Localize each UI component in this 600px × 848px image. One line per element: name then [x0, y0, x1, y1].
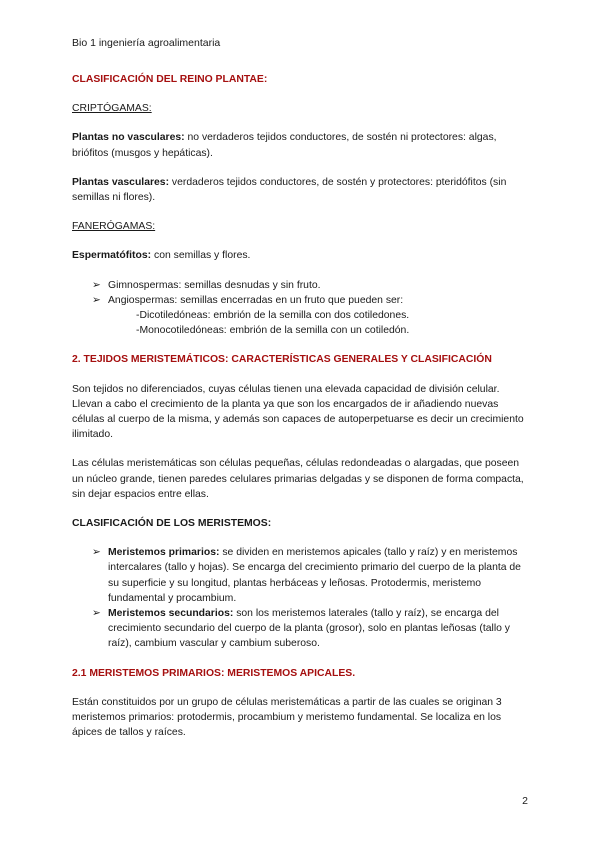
arrowhead-bullet-icon: ➢ [92, 279, 101, 291]
secundarios-term: Meristemos secundarios: [108, 608, 234, 620]
section21-paragraph: Están constituidos por un grupo de células meristemáticas a partir de las cuales se originan 3 meristemos primarios: protodermis, procambium y meristemo fundamental. Se localiza en los ápices de tallos y raíces. [72, 696, 502, 739]
primarios-text: se dividen en meristemos apicales (tallo y raíz) y en meristemos intercalares (tallo y hojas). Se encarga del crecimiento primario del cuerpo de la planta de su superficie y su longitud, plantas herbáceas y leñosas. Protodermis, meristemo fundamental y procambium. [108, 547, 521, 604]
no-vasculares-term: Plantas no vasculares: [72, 132, 185, 144]
list-item-text: Angiospermas: semillas encerradas en un fruto que pueden ser: [108, 294, 404, 306]
list-item [92, 606, 532, 652]
arrowhead-bullet-icon: ➢ [92, 547, 101, 559]
list-item [92, 278, 532, 293]
secundarios-text: son los meristemos laterales (tallo y raíz), se encarga del crecimiento secundario del cuerpo de la planta (grosor), solo en plantas leñosas (tallo y raíz), cambium vascular y cambium suberoso. [108, 608, 510, 650]
section2-title: 2. TEJIDOS MERISTEMÁTICOS: CARACTERÍSTICAS GENERALES Y CLASIFICACIÓN [72, 354, 492, 366]
fanerogamas-label: FANERÓGAMAS: [72, 221, 156, 233]
espermatofitos-paragraph [72, 248, 532, 263]
clasificacion-meristemos-title: CLASIFICACIÓN DE LOS MERISTEMOS: [72, 518, 272, 530]
section2-paragraph-1: Son tejidos no diferenciados, cuyas células tienen una elevada capacidad de división celular. Llevan a cabo el crecimiento de la planta ya que son los encargados de ir añadiendo nuevas células al cuerpo de la misma, y además son capaces de autoperpetuarse es decir un crecimiento ilimitado. [72, 383, 524, 441]
list-item [92, 293, 532, 339]
espermatofitos-term: Espermatófitos: [72, 250, 152, 262]
list-item-text: Gimnospermas: semillas desnudas y sin fruto. [108, 279, 321, 291]
espermatofitos-text: con semillas y flores. [151, 250, 251, 262]
arrowhead-bullet-icon: ➢ [92, 608, 101, 620]
sub-item: -Monocotiledóneas: embrión de la semilla con un cotiledón. [136, 325, 410, 337]
spermatophyte-list [72, 278, 532, 339]
primarios-term: Meristemos primarios: [108, 547, 220, 559]
no-vasculares-paragraph [72, 130, 532, 160]
criptogamas-label: CRIPTÓGAMAS: [72, 103, 152, 115]
sub-item: -Dicotiledóneas: embrión de la semilla con dos cotiledones. [136, 310, 410, 322]
vasculares-paragraph [72, 175, 532, 205]
page-content [72, 72, 532, 741]
arrowhead-bullet-icon: ➢ [92, 294, 101, 306]
list-item [92, 545, 532, 606]
vasculares-text: verdaderos tejidos conductores, de sostén y protectores: pteridófitos (sin semillas ni flores). [72, 176, 507, 204]
section21-title: 2.1 MERISTEMOS PRIMARIOS: MERISTEMOS APICALES. [72, 667, 356, 679]
page-header: Bio 1 ingeniería agroalimentaria [72, 37, 221, 49]
meristem-list [72, 545, 532, 651]
section2-paragraph-2: Las células meristemáticas son células pequeñas, células redondeadas o alargadas, que poseen un núcleo grande, tienen paredes celulares primarias delgadas y se disponen de forma compacta, sin dejar espacios entre ellas. [72, 458, 524, 500]
no-vasculares-text: no verdaderos tejidos conductores, de sostén ni protectores: algas, briófitos (musgos y hepáticas). [72, 132, 497, 159]
vasculares-term: Plantas vasculares: [72, 176, 170, 188]
section1-title: CLASIFICACIÓN DEL REINO PLANTAE: [72, 74, 268, 85]
page-number: 2 [522, 795, 528, 807]
